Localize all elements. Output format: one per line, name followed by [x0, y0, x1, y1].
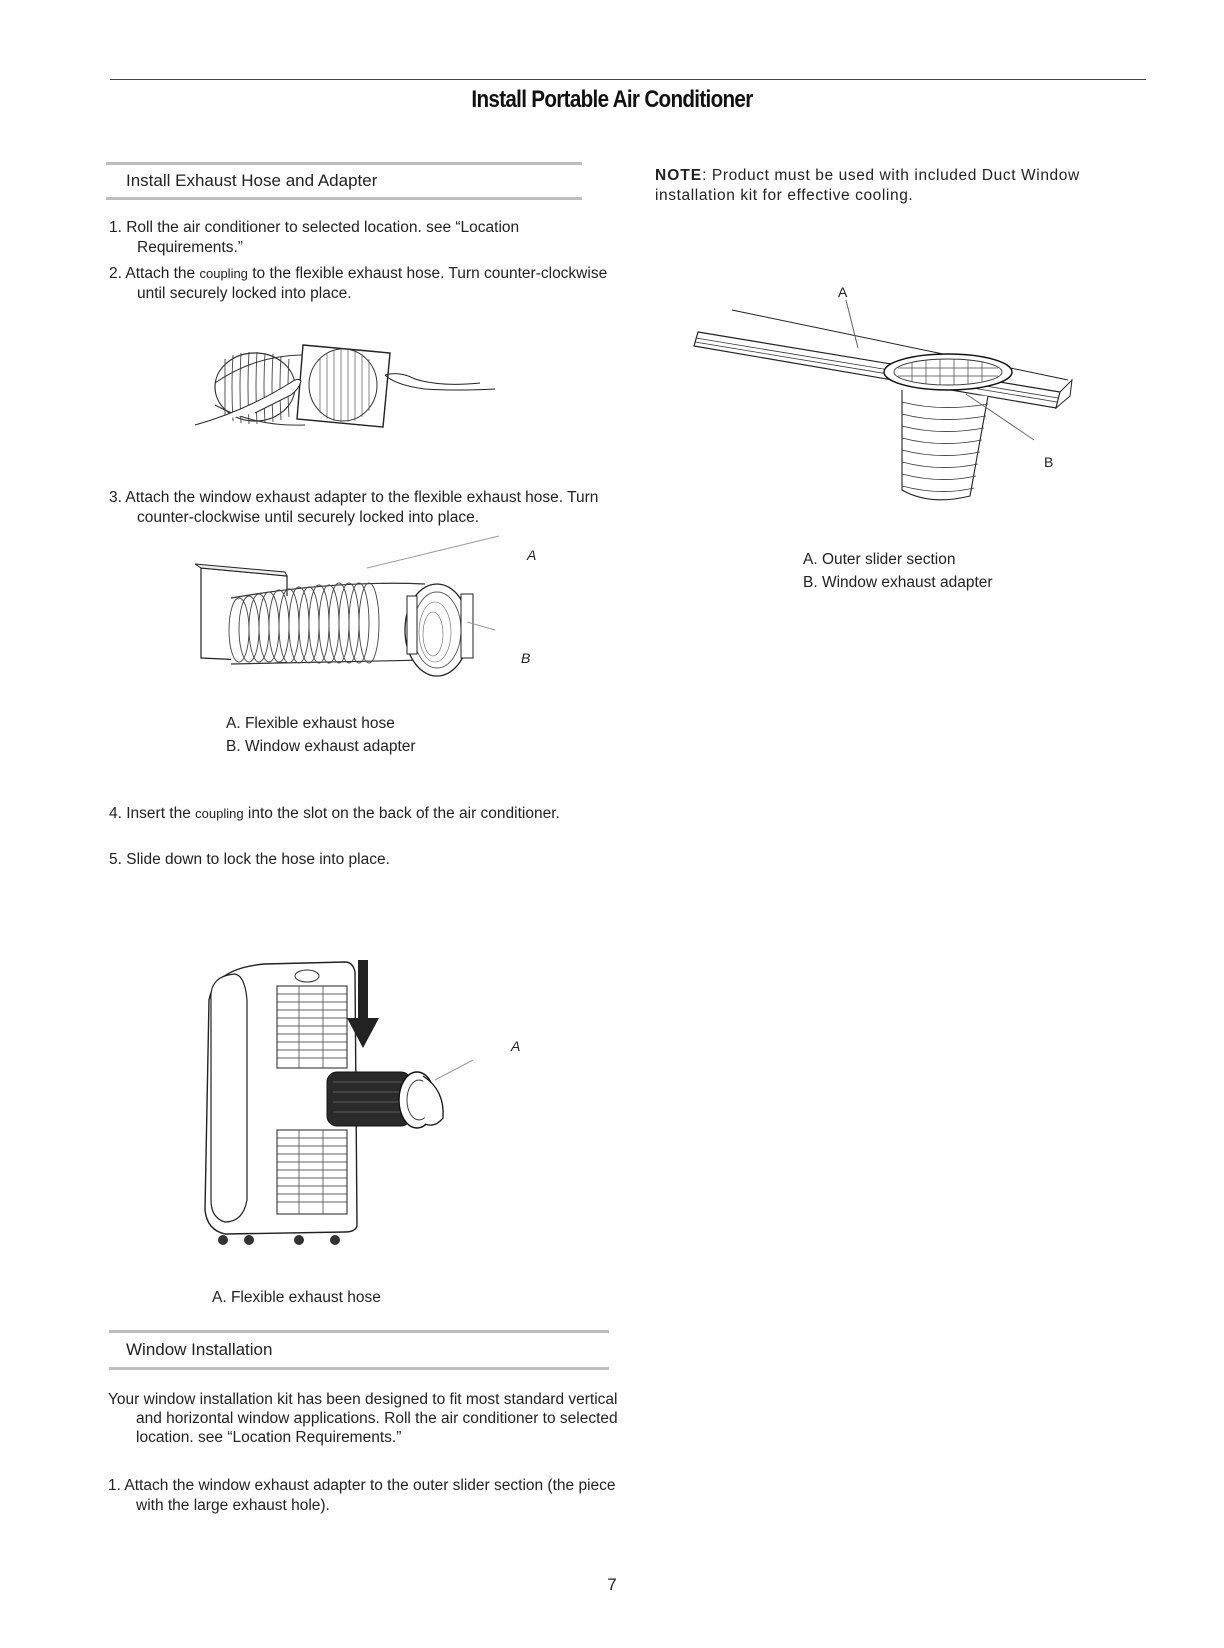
top-rule: [110, 79, 1146, 80]
fig2-caption-b: B. Window exhaust adapter: [226, 738, 416, 755]
step-4: 4. Insert the coupling into the slot on the back of the air conditioner.: [109, 805, 560, 822]
step-3: 3. Attach the window exhaust adapter to the flexible exhaust hose. Turn counter-clockwise until securely locked into place.: [109, 489, 599, 526]
note-text: NOTE: Product must be used with included Duct Window installation kit for effective cooling.: [655, 167, 1080, 204]
step-1: 1. Roll the air conditioner to selected location. see “Location Requirements.”: [109, 219, 520, 256]
page-title: Install Portable Air Conditioner: [471, 86, 753, 113]
step-5: 5. Slide down to lock the hose into place.: [109, 851, 390, 868]
right-fig-label-b: B: [1044, 454, 1054, 470]
hose-adapter-illustration: [195, 550, 525, 700]
coupling-illustration: [195, 345, 525, 445]
section-bar-bottom: [106, 197, 582, 200]
window-intro: Your window installation kit has been designed to fit most standard vertical and horizontal window applications. Roll the air conditioner to selected location. see “Location Requirements.”: [108, 1391, 618, 1446]
fig3-caption-a: A. Flexible exhaust hose: [212, 1289, 381, 1306]
right-fig-caption-a: A. Outer slider section: [803, 551, 956, 568]
page-number: 7: [607, 1575, 617, 1594]
fig2-label-a: A: [527, 547, 537, 563]
section-title-exhaust: Install Exhaust Hose and Adapter: [126, 171, 378, 190]
fig3-label-a: A: [511, 1038, 521, 1054]
step-2: 2. Attach the coupling to the flexible exhaust hose. Turn counter-clockwise until securely locked into place.: [109, 265, 608, 302]
slider-adapter-illustration: [690, 300, 1070, 520]
section-bar-top-window: [109, 1330, 609, 1333]
fig2-caption-a: A. Flexible exhaust hose: [226, 715, 395, 732]
fig2-label-b: B: [521, 650, 531, 666]
right-fig-label-a: A: [838, 284, 848, 300]
section-title-window: Window Installation: [126, 1340, 273, 1359]
section-bar-top: [106, 162, 582, 165]
window-step-1: 1. Attach the window exhaust adapter to the outer slider section (the piece with the large exhaust hole).: [108, 1477, 616, 1514]
ac-unit-illustration: [195, 960, 515, 1250]
right-fig-caption-b: B. Window exhaust adapter: [803, 574, 993, 591]
section-bar-bottom-window: [109, 1367, 609, 1370]
